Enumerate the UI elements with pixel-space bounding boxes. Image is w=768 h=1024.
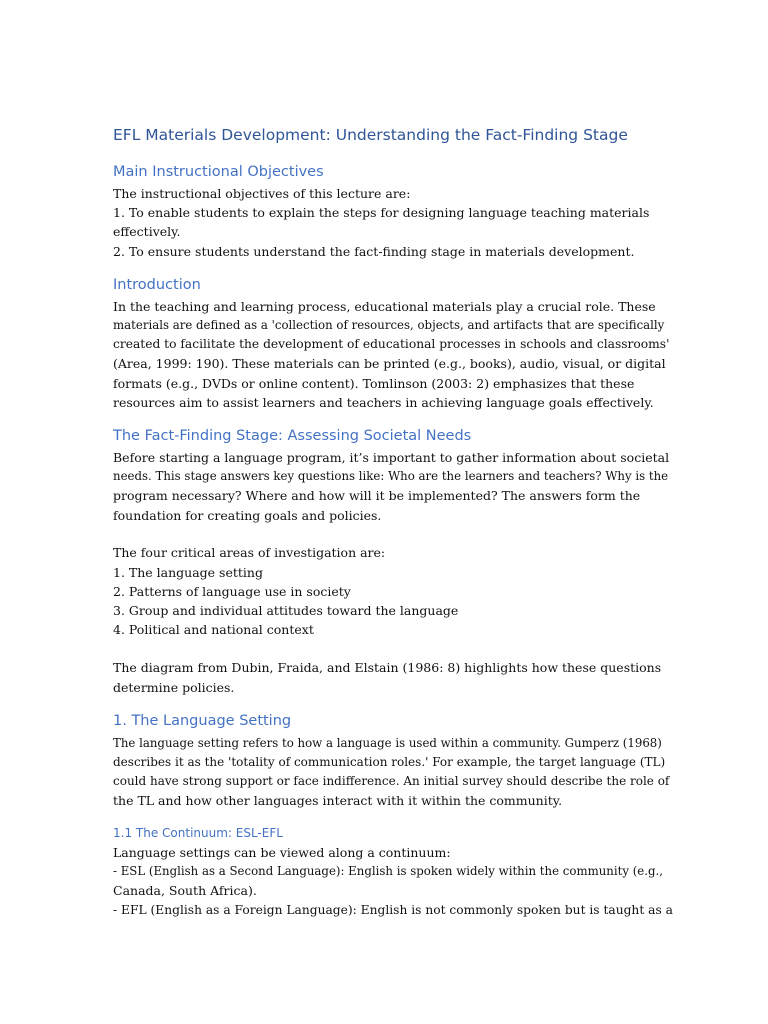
body-line: Canada, South Africa). — [113, 883, 257, 898]
body-line: needs. This stage answers key questions like: Who are the learners and teachers? Why is the — [113, 469, 669, 483]
list-item: 2. Patterns of language use in society — [113, 584, 351, 599]
fact-finding-heading: The Fact-Finding Stage: Assessing Societal Needs — [113, 428, 472, 444]
objectives-heading: Main Instructional Objectives — [113, 164, 324, 180]
body-line: In the teaching and learning process, educational materials play a crucial role. These — [113, 299, 656, 314]
body-line: 1. To enable students to explain the steps for designing language teaching materials — [113, 205, 650, 220]
body-line: formats (e.g., DVDs or online content). Tomlinson (2003: 2) emphasizes that these — [113, 376, 635, 391]
body-line: 2. To ensure students understand the fact-finding stage in materials development. — [113, 244, 635, 259]
body-line: The language setting refers to how a language is used within a community. Gumperz (1968) — [113, 736, 662, 750]
continuum-heading: 1.1 The Continuum: ESL-EFL — [113, 826, 283, 840]
language-setting-heading: 1. The Language Setting — [113, 713, 292, 729]
body-line: effectively. — [113, 224, 181, 239]
introduction-heading: Introduction — [113, 277, 201, 293]
body-line: The diagram from Dubin, Fraida, and Elstain (1986: 8) highlights how these questions — [113, 660, 662, 675]
body-line: The instructional objectives of this lecture are: — [113, 186, 411, 201]
body-line: materials are defined as a 'collection of resources, objects, and artifacts that are specifically — [113, 318, 665, 332]
list-item: 3. Group and individual attitudes toward the language — [113, 603, 459, 618]
list-item: - ESL (English as a Second Language): English is spoken widely within the community (e.g., — [113, 864, 663, 878]
body-line: determine policies. — [113, 680, 235, 695]
body-line: resources aim to assist learners and teachers in achieving language goals effectively. — [113, 395, 654, 410]
body-line: program necessary? Where and how will it be implemented? The answers form the — [113, 488, 641, 503]
body-line: The four critical areas of investigation are: — [113, 545, 386, 560]
document-title: EFL Materials Development: Understanding the Fact-Finding Stage — [113, 126, 628, 144]
body-line: could have strong support or face indifference. An initial survey should describe the role of — [113, 774, 670, 788]
body-line: the TL and how other languages interact with it within the community. — [113, 793, 563, 808]
body-line: foundation for creating goals and policies. — [113, 508, 382, 523]
body-line: (Area, 1999: 190). These materials can be printed (e.g., books), audio, visual, or digital — [113, 356, 666, 371]
body-line: Before starting a language program, it’s important to gather information about societal — [113, 450, 670, 465]
document-page — [113, 0, 673, 1024]
body-line: Language settings can be viewed along a continuum: — [113, 845, 451, 860]
body-line: created to facilitate the development of educational processes in schools and classrooms' — [113, 337, 670, 351]
list-item: - EFL (English as a Foreign Language): English is not commonly spoken but is taught as a — [113, 903, 673, 917]
body-line: describes it as the 'totality of communication roles.' For example, the target language (TL) — [113, 755, 666, 769]
list-item: 1. The language setting — [113, 565, 263, 580]
list-item: 4. Political and national context — [113, 622, 314, 637]
